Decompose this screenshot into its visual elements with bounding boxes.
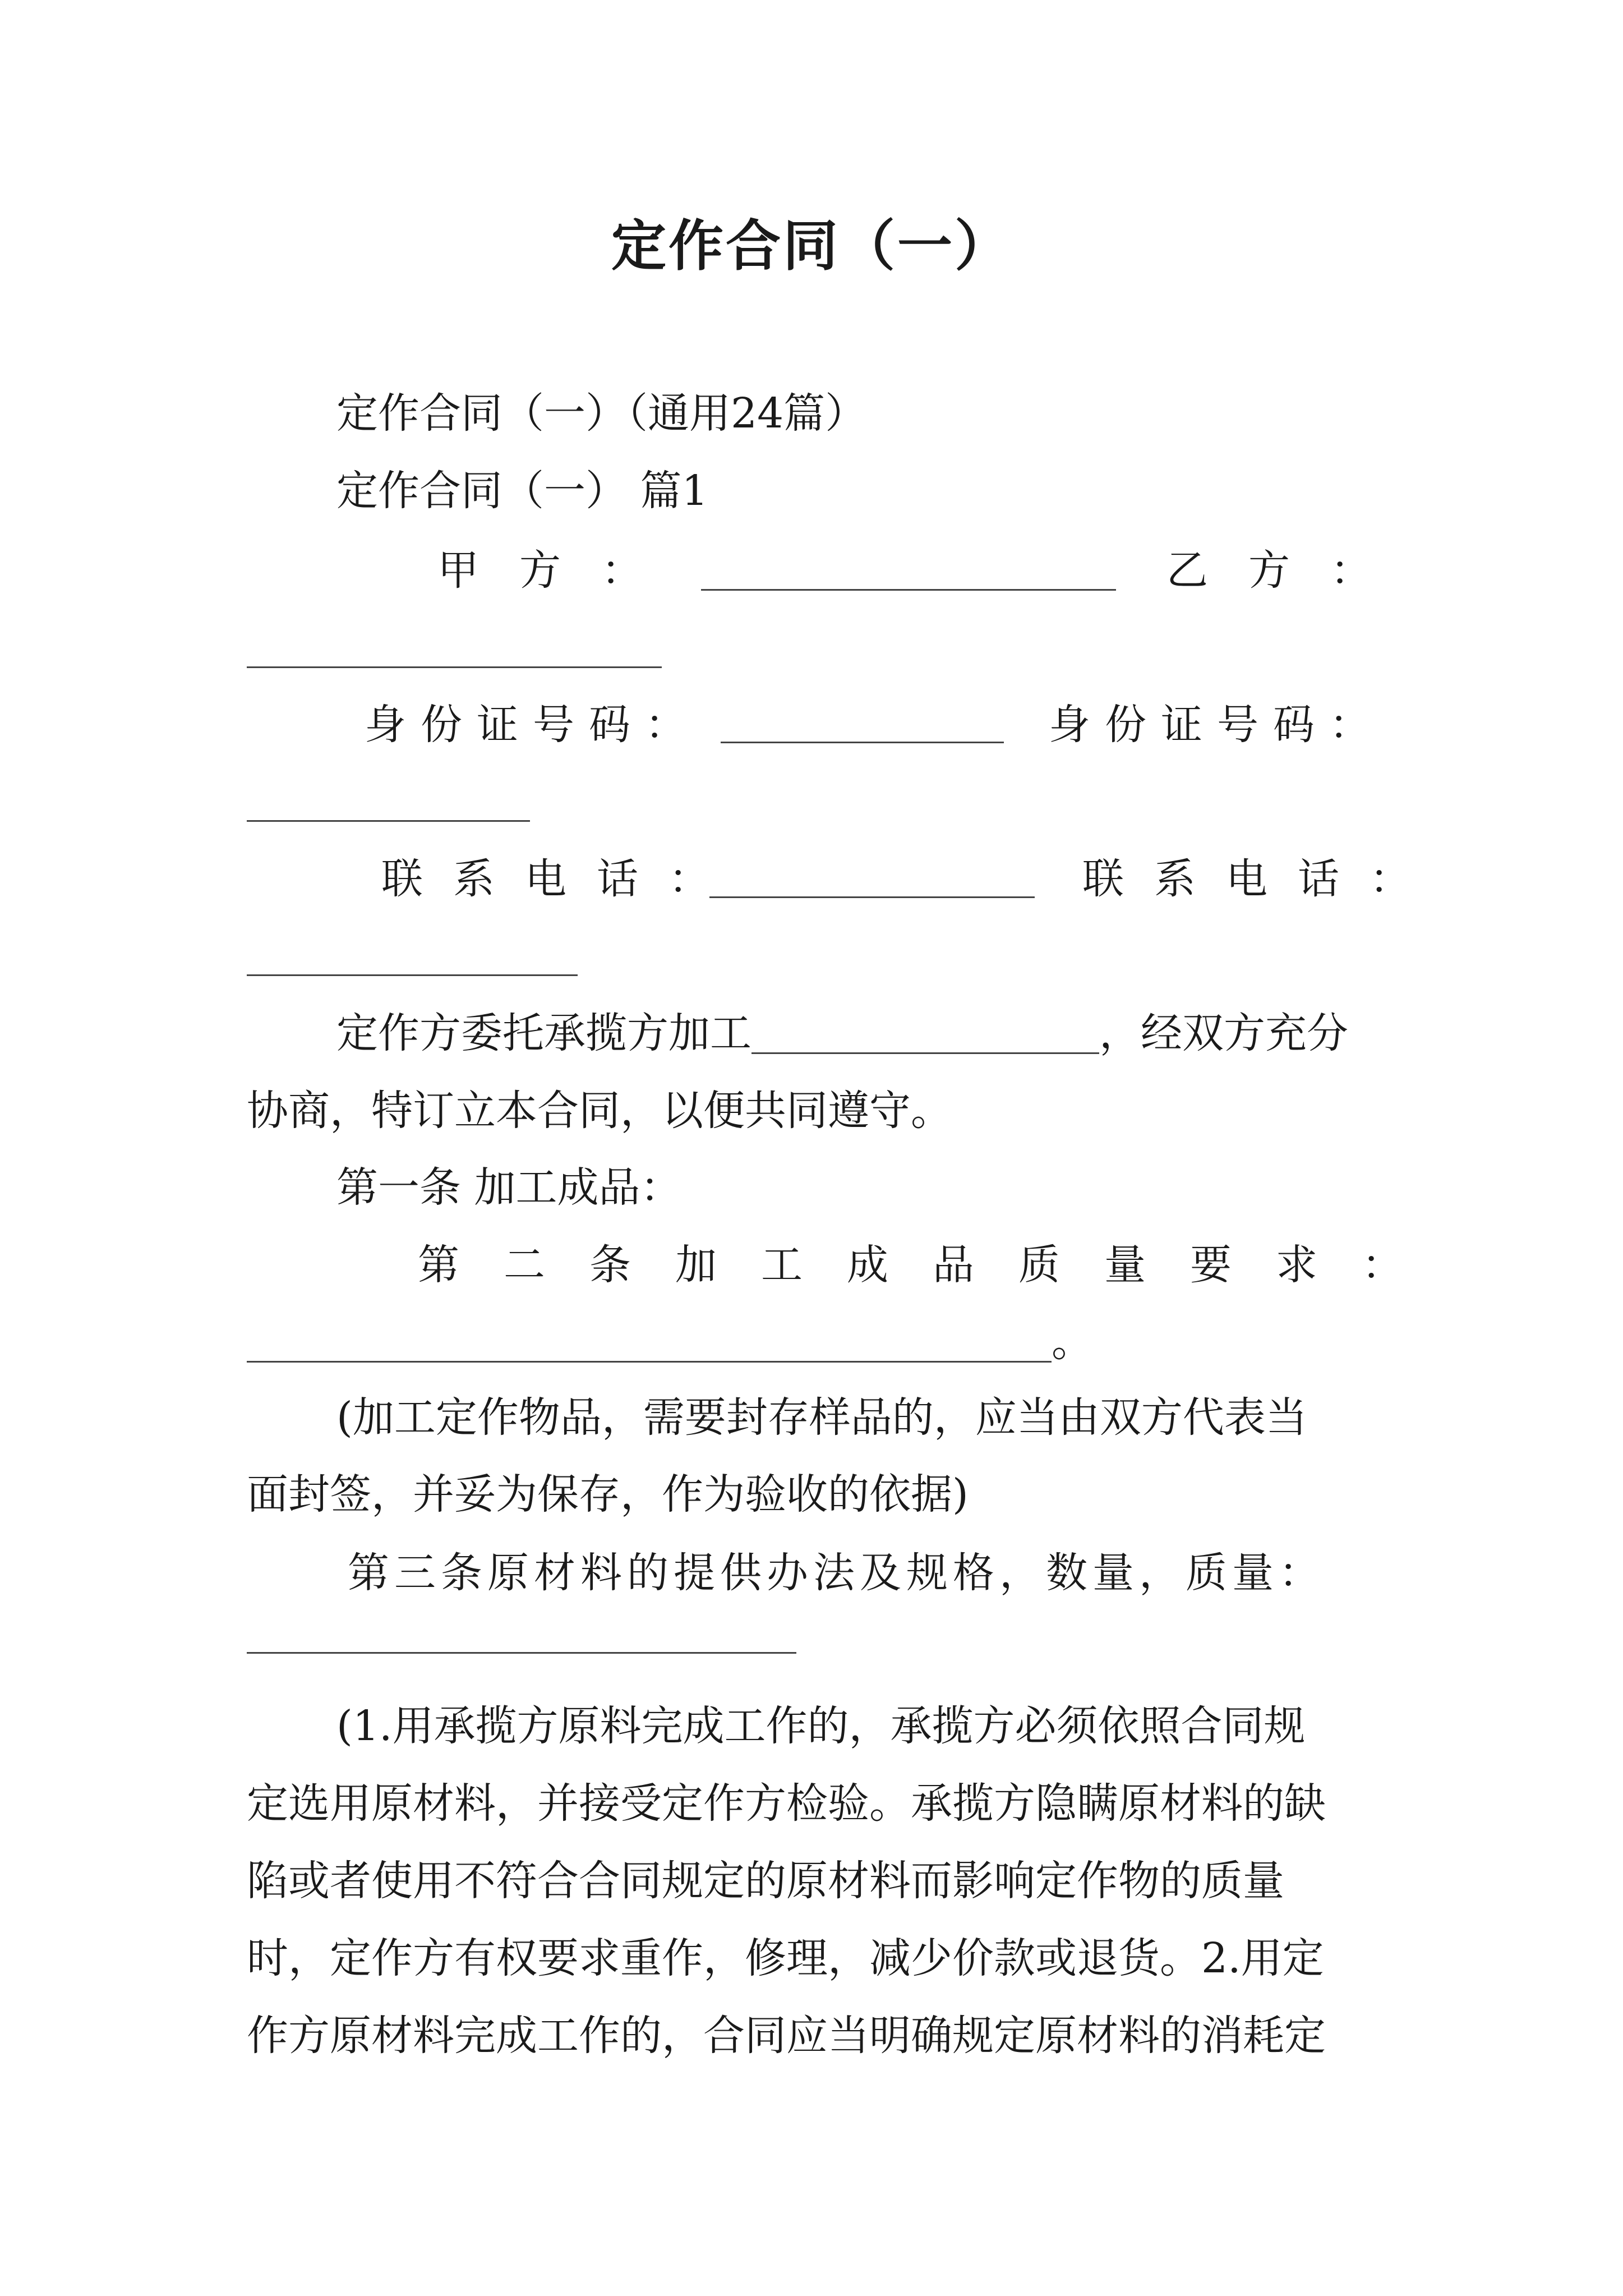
id-number-label-a: 身份证号码： [365,701,701,749]
intro-line-1 [336,1009,1348,1057]
body-line-2: 定选用原材料，并接受定作方检验。承揽方隐瞒原材料的缺 [247,1779,1326,1828]
goods-blank [751,1018,1099,1054]
intro-line-2: 协商，特订立本合同，以便共同遵守。 [247,1087,952,1135]
party-a-blank [701,589,1116,591]
article-2-label: 第二条加工成品质量要求： [418,1241,1447,1289]
party-a-label: 甲方： [437,546,683,595]
article-2-blank-line [247,1318,1093,1366]
section-heading: 定作合同（一） 篇1 [336,467,708,515]
phone-blank-b [247,974,578,976]
page-title: 定作合同（一） [611,214,1012,278]
note-line-1: (加工定作物品，需要封存样品的，应当由双方代表当 [336,1393,1307,1442]
article-2-end: 。 [1052,1318,1093,1366]
body-line-3: 陷或者使用不符合合同规定的原材料而影响定作物的质量 [247,1857,1284,1905]
body-line-1: (1.用承揽方原料完成工作的，承揽方必须依照合同规 [336,1702,1306,1750]
intro-text-start: 定作方委托承揽方加工 [336,1009,751,1057]
intro-text-end: ，经双方充分 [1099,1009,1348,1057]
subtitle-line: 定作合同（一）（通用24篇） [336,389,867,438]
party-b-label: 乙方： [1166,546,1412,595]
phone-blank-a [709,896,1035,898]
materials-blank [247,1652,796,1654]
note-line-2: 面封签，并妥为保存，作为验收的依据) [247,1470,969,1519]
phone-label-b: 联系电话： [1082,855,1441,903]
article-3-label: 第三条原材料的提供办法及规格，数量，质量： [348,1549,1325,1597]
id-number-blank-a [721,742,1004,743]
id-number-blank-b [247,820,530,822]
body-line-4: 时，定作方有权要求重作，修理，减少价款或退货。2.用定 [247,1934,1324,1982]
party-b-blank [247,666,662,668]
article-1: 第一条 加工成品： [336,1163,682,1212]
phone-label-a: 联系电话： [381,855,740,903]
id-number-label-b: 身份证号码： [1049,701,1385,749]
body-line-5: 作方原材料完成工作的，合同应当明确规定原材料的消耗定 [247,2012,1326,2060]
quality-blank [247,1331,1052,1363]
